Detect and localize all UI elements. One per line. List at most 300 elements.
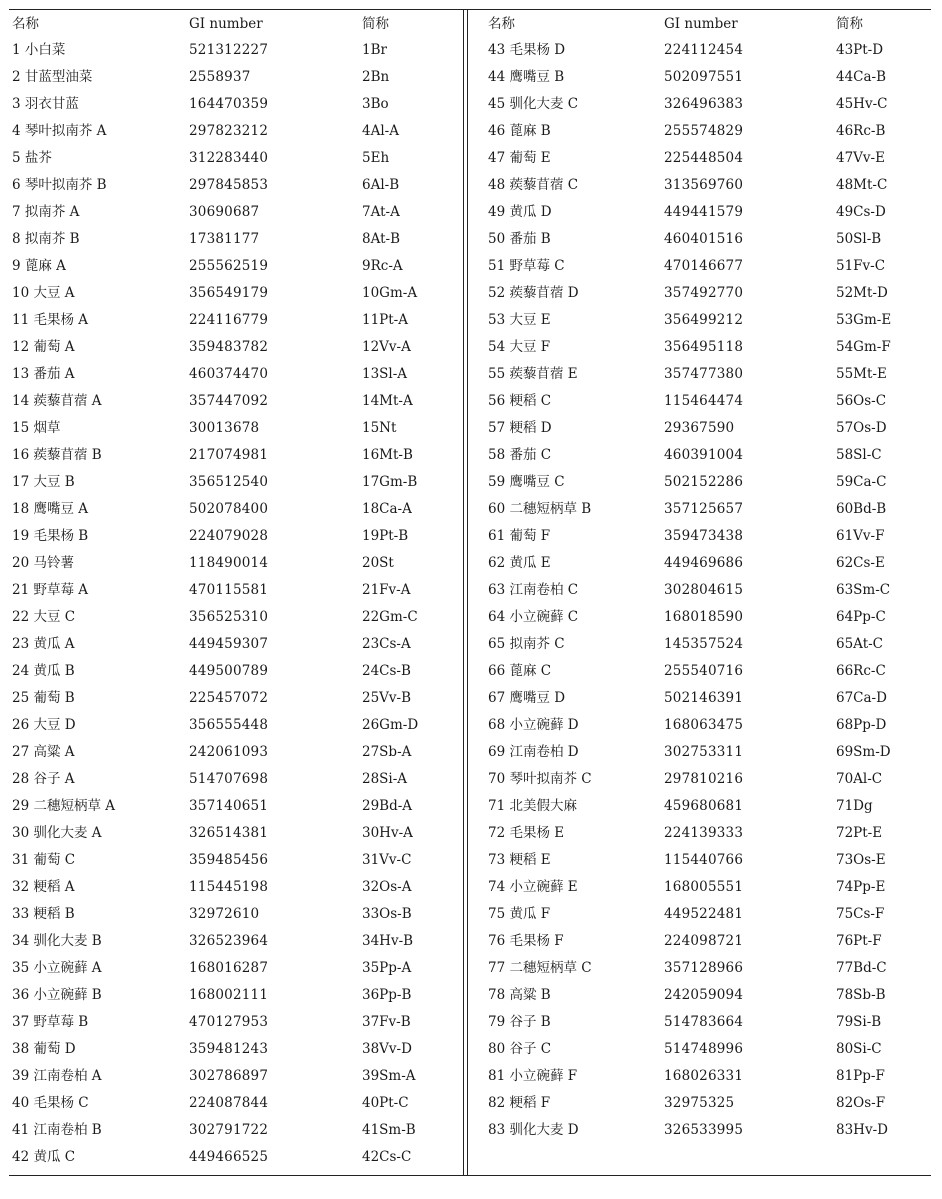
cell-name: 17 大豆 B — [12, 474, 75, 490]
cell-gi-number: 356499212 — [664, 312, 744, 328]
cell-gi-number: 514707698 — [189, 771, 269, 787]
cell-name: 16 蒺藜苜蓿 B — [12, 447, 102, 463]
table-row — [488, 253, 928, 280]
cell-gi-number: 449469686 — [664, 555, 744, 571]
cell-name: 41 江南卷柏 B — [12, 1122, 102, 1138]
cell-abbreviation: 12Vv-A — [362, 339, 411, 355]
cell-name: 8 拟南芥 B — [12, 231, 80, 247]
table-row — [12, 793, 462, 820]
column-divider-line — [463, 9, 464, 1175]
cell-abbreviation: 4Al-A — [362, 123, 399, 139]
table-row — [12, 1144, 462, 1171]
cell-name: 71 北美假大麻 — [488, 798, 577, 814]
table-right-half — [488, 11, 928, 1144]
cell-gi-number: 297845853 — [189, 177, 269, 193]
table-row — [488, 172, 928, 199]
cell-abbreviation: 25Vv-B — [362, 690, 412, 706]
cell-name: 68 小立碗藓 D — [488, 717, 579, 733]
cell-abbreviation: 55Mt-E — [836, 366, 887, 382]
cell-gi-number: 115440766 — [664, 852, 744, 868]
cell-gi-number: 168016287 — [189, 960, 269, 976]
cell-abbreviation: 18Ca-A — [362, 501, 412, 517]
cell-gi-number: 302786897 — [189, 1068, 269, 1084]
table-row — [488, 334, 928, 361]
cell-abbreviation: 82Os-F — [836, 1095, 886, 1111]
table-row — [488, 685, 928, 712]
table-row — [12, 577, 462, 604]
accession-table-left — [12, 11, 462, 1171]
cell-abbreviation: 61Vv-F — [836, 528, 885, 544]
cell-gi-number: 255562519 — [189, 258, 269, 274]
cell-gi-number: 502152286 — [664, 474, 744, 490]
cell-name: 44 鹰嘴豆 B — [488, 69, 565, 85]
header-abbreviation: 简称 — [362, 16, 389, 32]
table-row — [12, 442, 462, 469]
cell-abbreviation: 47Vv-E — [836, 150, 885, 166]
cell-name: 60 二穗短柄草 B — [488, 501, 592, 517]
cell-abbreviation: 71Dg — [836, 798, 873, 814]
table-row — [12, 91, 462, 118]
cell-gi-number: 302753311 — [664, 744, 744, 760]
cell-abbreviation: 36Pp-B — [362, 987, 412, 1003]
table-row — [12, 415, 462, 442]
cell-abbreviation: 69Sm-D — [836, 744, 891, 760]
table-row — [12, 982, 462, 1009]
cell-gi-number: 357140651 — [189, 798, 269, 814]
cell-gi-number: 118490014 — [189, 555, 269, 571]
cell-abbreviation: 6Al-B — [362, 177, 400, 193]
table-row — [12, 1009, 462, 1036]
accession-table-right — [488, 11, 928, 1144]
cell-name: 63 江南卷柏 C — [488, 582, 579, 598]
table-row — [12, 388, 462, 415]
header-gi-number: GI number — [189, 16, 263, 32]
cell-name: 46 蓖麻 B — [488, 123, 551, 139]
cell-name: 3 羽衣甘蓝 — [12, 96, 79, 112]
table-row — [488, 1117, 928, 1144]
cell-name: 58 番茄 C — [488, 447, 552, 463]
cell-gi-number: 514783664 — [664, 1014, 744, 1030]
cell-abbreviation: 50Sl-B — [836, 231, 882, 247]
cell-name: 28 谷子 A — [12, 771, 75, 787]
cell-gi-number: 168005551 — [664, 879, 744, 895]
cell-gi-number: 357125657 — [664, 501, 744, 517]
cell-abbreviation: 49Cs-D — [836, 204, 886, 220]
table-row — [12, 550, 462, 577]
cell-abbreviation: 79Si-B — [836, 1014, 882, 1030]
cell-name: 56 粳稻 C — [488, 393, 552, 409]
cell-gi-number: 312283440 — [189, 150, 269, 166]
table-row — [12, 874, 462, 901]
cell-gi-number: 449466525 — [189, 1149, 269, 1165]
cell-name: 10 大豆 A — [12, 285, 75, 301]
cell-abbreviation: 23Cs-A — [362, 636, 411, 652]
cell-abbreviation: 52Mt-D — [836, 285, 888, 301]
header-name: 名称 — [12, 16, 39, 32]
cell-name: 53 大豆 E — [488, 312, 551, 328]
cell-name: 33 粳稻 B — [12, 906, 75, 922]
table-row — [488, 199, 928, 226]
table-row — [488, 982, 928, 1009]
cell-abbreviation: 40Pt-C — [362, 1095, 409, 1111]
cell-gi-number: 302791722 — [189, 1122, 269, 1138]
cell-abbreviation: 48Mt-C — [836, 177, 888, 193]
cell-gi-number: 224079028 — [189, 528, 269, 544]
cell-abbreviation: 21Fv-A — [362, 582, 411, 598]
cell-gi-number: 359485456 — [189, 852, 269, 868]
cell-gi-number: 30013678 — [189, 420, 260, 436]
cell-gi-number: 449441579 — [664, 204, 744, 220]
table-row — [488, 793, 928, 820]
table-row — [12, 307, 462, 334]
cell-gi-number: 313569760 — [664, 177, 744, 193]
table-row — [488, 658, 928, 685]
table-row — [12, 739, 462, 766]
table-row — [488, 550, 928, 577]
cell-gi-number: 449459307 — [189, 636, 269, 652]
table-top-rule — [9, 9, 931, 10]
cell-gi-number: 460391004 — [664, 447, 744, 463]
cell-name: 1 小白菜 — [12, 42, 66, 58]
cell-name: 25 葡萄 B — [12, 690, 75, 706]
cell-abbreviation: 56Os-C — [836, 393, 887, 409]
cell-gi-number: 224112454 — [664, 42, 744, 58]
cell-abbreviation: 58Sl-C — [836, 447, 882, 463]
cell-abbreviation: 62Cs-E — [836, 555, 885, 571]
cell-gi-number: 224116779 — [189, 312, 269, 328]
cell-name: 43 毛果杨 D — [488, 42, 566, 58]
cell-abbreviation: 74Pp-E — [836, 879, 886, 895]
cell-abbreviation: 67Ca-D — [836, 690, 887, 706]
table-body-right — [488, 37, 928, 1144]
table-row — [12, 280, 462, 307]
cell-gi-number: 225448504 — [664, 150, 744, 166]
table-row — [12, 658, 462, 685]
header-row — [12, 11, 462, 37]
table-row — [488, 523, 928, 550]
table-row — [488, 442, 928, 469]
cell-gi-number: 255574829 — [664, 123, 744, 139]
cell-abbreviation: 66Rc-C — [836, 663, 886, 679]
cell-gi-number: 302804615 — [664, 582, 744, 598]
cell-gi-number: 359481243 — [189, 1041, 269, 1057]
cell-gi-number: 224098721 — [664, 933, 744, 949]
cell-name: 34 驯化大麦 B — [12, 933, 102, 949]
cell-gi-number: 168018590 — [664, 609, 744, 625]
cell-name: 37 野草莓 B — [12, 1014, 89, 1030]
cell-abbreviation: 45Hv-C — [836, 96, 888, 112]
table-row — [12, 712, 462, 739]
table-row — [488, 847, 928, 874]
cell-name: 52 蒺藜苜蓿 D — [488, 285, 579, 301]
cell-abbreviation: 75Cs-F — [836, 906, 885, 922]
cell-abbreviation: 64Pp-C — [836, 609, 886, 625]
cell-gi-number: 356549179 — [189, 285, 269, 301]
cell-name: 21 野草莓 A — [12, 582, 89, 598]
table-row — [12, 766, 462, 793]
cell-gi-number: 224139333 — [664, 825, 744, 841]
cell-name: 55 蒺藜苜蓿 E — [488, 366, 578, 382]
header-name: 名称 — [488, 16, 515, 32]
cell-name: 76 毛果杨 F — [488, 933, 564, 949]
cell-abbreviation: 59Ca-C — [836, 474, 887, 490]
cell-gi-number: 168063475 — [664, 717, 744, 733]
table-row — [488, 1090, 928, 1117]
table-body-left — [12, 37, 462, 1171]
cell-name: 12 葡萄 A — [12, 339, 75, 355]
cell-abbreviation: 37Fv-B — [362, 1014, 411, 1030]
table-row — [488, 145, 928, 172]
cell-name: 19 毛果杨 B — [12, 528, 89, 544]
table-row — [12, 118, 462, 145]
cell-gi-number: 502078400 — [189, 501, 269, 517]
cell-name: 39 江南卷柏 A — [12, 1068, 102, 1084]
cell-name: 82 粳稻 F — [488, 1095, 551, 1111]
cell-name: 2 甘蓝型油菜 — [12, 69, 93, 85]
cell-gi-number: 164470359 — [189, 96, 269, 112]
cell-name: 9 蓖麻 A — [12, 258, 66, 274]
cell-gi-number: 357128966 — [664, 960, 744, 976]
cell-abbreviation: 44Ca-B — [836, 69, 887, 85]
cell-gi-number: 514748996 — [664, 1041, 744, 1057]
table-row — [488, 469, 928, 496]
cell-gi-number: 225457072 — [189, 690, 269, 706]
table-row — [488, 118, 928, 145]
table-row — [12, 928, 462, 955]
cell-abbreviation: 7At-A — [362, 204, 400, 220]
cell-name: 78 高粱 B — [488, 987, 551, 1003]
cell-abbreviation: 33Os-B — [362, 906, 412, 922]
table-row — [12, 604, 462, 631]
cell-gi-number: 356555448 — [189, 717, 269, 733]
cell-name: 83 驯化大麦 D — [488, 1122, 579, 1138]
cell-abbreviation: 8At-B — [362, 231, 401, 247]
table-row — [12, 253, 462, 280]
cell-abbreviation: 16Mt-B — [362, 447, 413, 463]
cell-name: 62 黄瓜 E — [488, 555, 551, 571]
cell-abbreviation: 57Os-D — [836, 420, 887, 436]
table-bottom-rule — [9, 1175, 931, 1176]
cell-gi-number: 502097551 — [664, 69, 744, 85]
cell-abbreviation: 65At-C — [836, 636, 884, 652]
cell-abbreviation: 28Si-A — [362, 771, 408, 787]
cell-gi-number: 326523964 — [189, 933, 269, 949]
cell-name: 77 二穗短柄草 C — [488, 960, 592, 976]
table-row — [488, 307, 928, 334]
cell-name: 23 黄瓜 A — [12, 636, 75, 652]
cell-gi-number: 115445198 — [189, 879, 269, 895]
cell-abbreviation: 70Al-C — [836, 771, 883, 787]
cell-gi-number: 255540716 — [664, 663, 744, 679]
cell-abbreviation: 3Bo — [362, 96, 389, 112]
table-row — [488, 37, 928, 64]
cell-name: 59 鹰嘴豆 C — [488, 474, 565, 490]
cell-abbreviation: 31Vv-C — [362, 852, 412, 868]
table-row — [488, 91, 928, 118]
cell-name: 42 黄瓜 C — [12, 1149, 76, 1165]
cell-name: 11 毛果杨 A — [12, 312, 89, 328]
table-row — [12, 226, 462, 253]
cell-name: 79 谷子 B — [488, 1014, 551, 1030]
cell-gi-number: 242059094 — [664, 987, 744, 1003]
cell-abbreviation: 39Sm-A — [362, 1068, 416, 1084]
cell-abbreviation: 42Cs-C — [362, 1149, 412, 1165]
table-row — [12, 1036, 462, 1063]
cell-abbreviation: 9Rc-A — [362, 258, 403, 274]
cell-gi-number: 29367590 — [664, 420, 735, 436]
cell-name: 29 二穗短柄草 A — [12, 798, 116, 814]
cell-name: 14 蒺藜苜蓿 A — [12, 393, 102, 409]
table-row — [12, 1117, 462, 1144]
cell-name: 5 盐芥 — [12, 150, 52, 166]
table-row — [488, 1063, 928, 1090]
cell-abbreviation: 54Gm-F — [836, 339, 891, 355]
cell-abbreviation: 20St — [362, 555, 394, 571]
table-row — [12, 145, 462, 172]
cell-gi-number: 297810216 — [664, 771, 744, 787]
cell-gi-number: 326496383 — [664, 96, 744, 112]
cell-abbreviation: 73Os-E — [836, 852, 886, 868]
cell-name: 24 黄瓜 B — [12, 663, 75, 679]
table-row — [488, 874, 928, 901]
cell-abbreviation: 19Pt-B — [362, 528, 409, 544]
cell-abbreviation: 27Sb-A — [362, 744, 412, 760]
cell-abbreviation: 5Eh — [362, 150, 390, 166]
cell-abbreviation: 43Pt-D — [836, 42, 884, 58]
cell-abbreviation: 68Pp-D — [836, 717, 887, 733]
cell-name: 61 葡萄 F — [488, 528, 551, 544]
cell-name: 13 番茄 A — [12, 366, 75, 382]
cell-gi-number: 470115581 — [189, 582, 269, 598]
table-row — [488, 226, 928, 253]
cell-gi-number: 357477380 — [664, 366, 744, 382]
table-row — [488, 604, 928, 631]
table-row — [488, 739, 928, 766]
table-row — [488, 361, 928, 388]
table-row — [12, 523, 462, 550]
table-row — [12, 901, 462, 928]
cell-name: 18 鹰嘴豆 A — [12, 501, 89, 517]
cell-gi-number: 217074981 — [189, 447, 269, 463]
cell-abbreviation: 81Pp-F — [836, 1068, 885, 1084]
cell-gi-number: 32972610 — [189, 906, 260, 922]
table-row — [12, 334, 462, 361]
cell-name: 75 黄瓜 F — [488, 906, 551, 922]
cell-name: 51 野草莓 C — [488, 258, 565, 274]
cell-name: 26 大豆 D — [12, 717, 76, 733]
cell-gi-number: 460401516 — [664, 231, 744, 247]
cell-name: 80 谷子 C — [488, 1041, 552, 1057]
cell-gi-number: 356525310 — [189, 609, 269, 625]
table-row — [12, 64, 462, 91]
table-row — [488, 496, 928, 523]
cell-abbreviation: 53Gm-E — [836, 312, 892, 328]
cell-name: 69 江南卷柏 D — [488, 744, 579, 760]
cell-name: 7 拟南芥 A — [12, 204, 80, 220]
cell-abbreviation: 15Nt — [362, 420, 397, 436]
table-row — [12, 199, 462, 226]
cell-gi-number: 115464474 — [664, 393, 744, 409]
cell-gi-number: 359483782 — [189, 339, 269, 355]
table-row — [12, 469, 462, 496]
table-row — [488, 820, 928, 847]
cell-name: 66 蓖麻 C — [488, 663, 552, 679]
table-row — [488, 415, 928, 442]
table-row — [488, 64, 928, 91]
table-row — [12, 37, 462, 64]
cell-gi-number: 357447092 — [189, 393, 269, 409]
table-row — [488, 928, 928, 955]
cell-gi-number: 356495118 — [664, 339, 744, 355]
cell-name: 15 烟草 — [12, 420, 61, 436]
cell-name: 47 葡萄 E — [488, 150, 551, 166]
table-row — [488, 280, 928, 307]
cell-gi-number: 168026331 — [664, 1068, 744, 1084]
cell-gi-number: 356512540 — [189, 474, 269, 490]
table-row — [488, 901, 928, 928]
cell-name: 70 琴叶拟南芥 C — [488, 771, 592, 787]
cell-gi-number: 32975325 — [664, 1095, 735, 1111]
table-left-half — [12, 11, 462, 1171]
table-row — [12, 847, 462, 874]
cell-gi-number: 470146677 — [664, 258, 744, 274]
cell-name: 6 琴叶拟南芥 B — [12, 177, 107, 193]
cell-name: 67 鹰嘴豆 D — [488, 690, 566, 706]
cell-abbreviation: 30Hv-A — [362, 825, 413, 841]
cell-abbreviation: 24Cs-B — [362, 663, 411, 679]
table-row — [12, 172, 462, 199]
cell-abbreviation: 34Hv-B — [362, 933, 414, 949]
table-row — [488, 955, 928, 982]
cell-abbreviation: 2Bn — [362, 69, 390, 85]
table-row — [12, 955, 462, 982]
cell-name: 27 高粱 A — [12, 744, 75, 760]
cell-gi-number: 168002111 — [189, 987, 269, 1003]
cell-name: 64 小立碗藓 C — [488, 609, 579, 625]
cell-name: 45 驯化大麦 C — [488, 96, 579, 112]
cell-abbreviation: 72Pt-E — [836, 825, 883, 841]
cell-abbreviation: 60Bd-B — [836, 501, 887, 517]
cell-name: 31 葡萄 C — [12, 852, 76, 868]
cell-gi-number: 521312227 — [189, 42, 269, 58]
cell-gi-number: 502146391 — [664, 690, 744, 706]
cell-abbreviation: 80Si-C — [836, 1041, 882, 1057]
cell-gi-number: 449522481 — [664, 906, 744, 922]
cell-abbreviation: 77Bd-C — [836, 960, 887, 976]
cell-abbreviation: 78Sb-B — [836, 987, 886, 1003]
table-row — [12, 361, 462, 388]
cell-name: 40 毛果杨 C — [12, 1095, 89, 1111]
cell-gi-number: 2558937 — [189, 69, 251, 85]
cell-abbreviation: 11Pt-A — [362, 312, 408, 328]
cell-name: 50 番茄 B — [488, 231, 551, 247]
cell-abbreviation: 76Pt-F — [836, 933, 882, 949]
cell-abbreviation: 29Bd-A — [362, 798, 413, 814]
cell-name: 36 小立碗藓 B — [12, 987, 102, 1003]
cell-abbreviation: 46Rc-B — [836, 123, 886, 139]
table-row — [12, 496, 462, 523]
table-row — [488, 1009, 928, 1036]
cell-gi-number: 145357524 — [664, 636, 744, 652]
table-row — [488, 712, 928, 739]
cell-name: 65 拟南芥 C — [488, 636, 565, 652]
cell-abbreviation: 26Gm-D — [362, 717, 419, 733]
cell-gi-number: 224087844 — [189, 1095, 269, 1111]
cell-abbreviation: 13Sl-A — [362, 366, 408, 382]
table-row — [12, 1090, 462, 1117]
cell-gi-number: 357492770 — [664, 285, 744, 301]
cell-name: 72 毛果杨 E — [488, 825, 565, 841]
